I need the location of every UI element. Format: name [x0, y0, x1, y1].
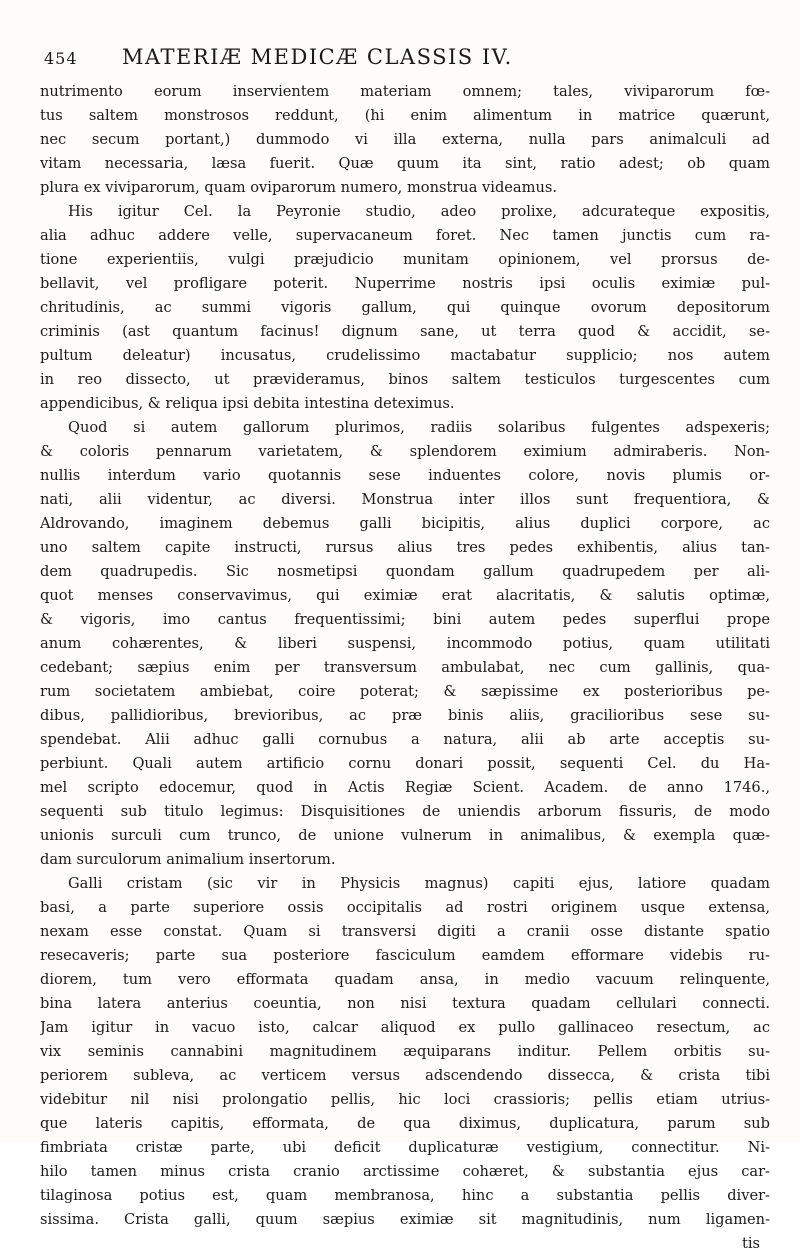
- text-line: basi, a parte superiore ossis occipitalis ad rostri originem usque extensa,: [40, 899, 770, 916]
- text-line: dibus, pallidioribus, brevioribus, ac præ binis aliis, gracilioribus sese su-: [40, 707, 770, 724]
- text-line: dam surculorum animalium insertorum.: [40, 851, 336, 868]
- text-line: Aldrovando, imaginem debemus galli bicipitis, alius duplici corpore, ac: [40, 515, 770, 532]
- catchword: tis: [741, 1235, 760, 1252]
- text-line: Quod si autem gallorum plurimos, radiis solaribus fulgentes adspexeris;: [68, 419, 770, 436]
- text-line: criminis (ast quantum facinus! dignum sane, ut terra quod & accidit, se-: [40, 323, 770, 340]
- text-line: nati, alii videntur, ac diversi. Monstrua inter illos sunt frequentiora, &: [40, 491, 770, 508]
- text-line: cedebant; sæpius enim per transversum ambulabat, nec cum gallinis, qua-: [40, 659, 770, 676]
- text-line: que lateris capitis, efformata, de qua diximus, duplicatura, parum sub: [40, 1115, 770, 1132]
- text-line: dem quadrupedis. Sic nosmetipsi quondam gallum quadrupedem per ali-: [40, 563, 770, 580]
- text-line: diorem, tum vero efformata quadam ansa, in medio vacuum relinquente,: [40, 971, 770, 988]
- text-line: resecaveris; parte sua posteriore fasciculum eamdem efformare videbis ru-: [40, 947, 770, 964]
- text-line: in reo dissecto, ut prævideramus, binos saltem testiculos turgescentes cum: [40, 371, 770, 388]
- running-head: MATERIÆ MEDICÆ CLASSIS IV.: [122, 45, 513, 69]
- text-line: bina latera anterius coeuntia, non nisi textura quadam cellulari connecti.: [40, 995, 770, 1012]
- text-line: appendicibus, & reliqua ipsi debita intestina deteximus.: [40, 395, 455, 412]
- text-line: periorem subleva, ac verticem versus adscendendo dissecca, & crista tibi: [40, 1067, 770, 1084]
- text-line: quot menses conservavimus, qui eximiæ erat alacritatis, & salutis optimæ,: [40, 587, 770, 604]
- text-line: tilaginosa potius est, quam membranosa, hinc a substantia pellis diver-: [40, 1187, 770, 1204]
- text-line: & vigoris, imo cantus frequentissimi; bini autem pedes superflui prope: [40, 611, 770, 628]
- text-line: nec secum portant,) dummodo vi illa externa, nulla pars animalculi ad: [40, 131, 770, 148]
- text-line: unionis surculi cum trunco, de unione vulnerum in animalibus, & exempla quæ-: [40, 827, 770, 844]
- text-line: nullis interdum vario quotannis sese induentes colore, novis plumis or-: [40, 467, 770, 484]
- page-number: 454: [44, 49, 78, 68]
- text-line: plura ex viviparorum, quam oviparorum numero, monstrua videamus.: [40, 179, 557, 196]
- text-line: videbitur nil nisi prolongatio pellis, hic loci crassioris; pellis etiam utrius-: [40, 1091, 770, 1108]
- page-header: [44, 42, 764, 72]
- text-line: pultum deleatur) incusatus, crudelissimo mactabatur supplicio; nos autem: [40, 347, 770, 364]
- text-line: anum cohærentes, & liberi suspensi, incommodo potius, quam utilitati: [40, 635, 770, 652]
- text-line: Jam igitur in vacuo isto, calcar aliquod ex pullo gallinaceo resectum, ac: [40, 1019, 770, 1036]
- body-text: [40, 80, 770, 1256]
- text-line: nutrimento eorum inservientem materiam omnem; tales, viviparorum fœ-: [40, 83, 770, 100]
- text-line: mel scripto edocemur, quod in Actis Regiæ Scient. Academ. de anno 1746.,: [40, 779, 770, 796]
- text-line: nexam esse constat. Quam si transversi digiti a cranii osse distante spatio: [40, 923, 770, 940]
- text-line: bellavit, vel profligare poterit. Nuperrime nostris ipsi oculis eximiæ pul-: [40, 275, 770, 292]
- text-line: fimbriata cristæ parte, ubi deficit duplicaturæ vestigium, connectitur. Ni-: [40, 1139, 770, 1156]
- text-line: spendebat. Alii adhuc galli cornubus a natura, alii ab arte acceptis su-: [40, 731, 770, 748]
- text-line: tione experientiis, vulgi præjudicio munitam opinionem, vel prorsus de-: [40, 251, 770, 268]
- text-line: Galli cristam (sic vir in Physicis magnus) capiti ejus, latiore quadam: [68, 875, 770, 892]
- text-line: vix seminis cannabini magnitudinem æquiparans inditur. Pellem orbitis su-: [40, 1043, 770, 1060]
- text-line: sequenti sub titulo legimus: Disquisitiones de uniendis arborum fissuris, de modo: [40, 803, 770, 820]
- text-line: & coloris pennarum varietatem, & splendorem eximium admiraberis. Non-: [40, 443, 770, 460]
- text-line: perbiunt. Quali autem artificio cornu donari possit, sequenti Cel. du Ha-: [40, 755, 770, 772]
- text-line: alia adhuc addere velle, supervacaneum foret. Nec tamen junctis cum ra-: [40, 227, 770, 244]
- text-line: vitam necessaria, læsa fuerit. Quæ quum ita sint, ratio adest; ob quam: [40, 155, 770, 172]
- text-line: His igitur Cel. la Peyronie studio, adeo prolixe, adcurateque expositis,: [68, 203, 770, 220]
- text-line: uno saltem capite instructi, rursus alius tres pedes exhibentis, alius tan-: [40, 539, 770, 556]
- text-line: hilo tamen minus crista cranio arctissime cohæret, & substantia ejus car-: [40, 1163, 770, 1180]
- text-line: sissima. Crista galli, quum sæpius eximiæ sit magnitudinis, num ligamen-: [40, 1211, 770, 1228]
- text-line: chritudinis, ac summi vigoris gallum, qui quinque ovorum depositorum: [40, 299, 770, 316]
- text-line: rum societatem ambiebat, coire poterat; & sæpissime ex posterioribus pe-: [40, 683, 770, 700]
- text-line: tus saltem monstrosos reddunt, (hi enim alimentum in matrice quærunt,: [40, 107, 770, 124]
